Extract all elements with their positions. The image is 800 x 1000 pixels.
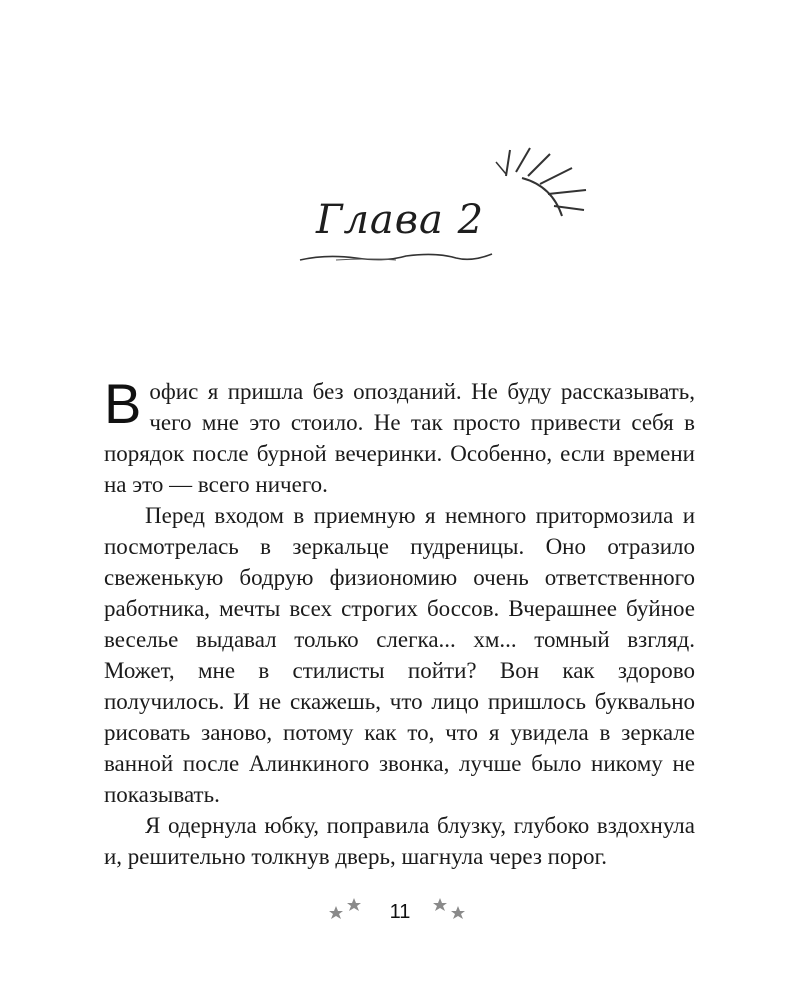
paragraph-1: Вофис я пришла без опозданий. Не буду рассказывать, чего мне это стоило. Не так просто привести себя в порядок после бурной вечеринки. Особенно, если времени на это — всего ничего. [104,372,695,497]
sun-icon [492,140,602,230]
stars-left-icon [326,896,366,924]
page-number: 11 [389,901,411,923]
paragraph-3: Я одернула юбку, поправила блузку, глубоко вздохнула и, решительно толкнув дверь, шагнула через порог. [104,813,695,869]
title-underline-ornament [296,246,496,270]
chapter-text [104,372,695,872]
page-footer [320,894,480,930]
paragraph-2: Перед входом в приемную я немного притормозила и посмотрелась в зеркальце пудреницы. Оно отразило свеженькую бодрую физиономию очень ответственного работника, мечты всех строгих боссов. Вчерашнее буйное веселье выдавал только слегка... хм... томный взгляд. Может, мне в стилисты пойти? Вон как здорово получилось. И не скажешь, что лицо пришлось буквально рисовать заново, потому как то, что я увидела в зеркале ванной после Алинкиного звонка, лучше было никому не показывать. [104,503,695,807]
stars-right-icon [428,896,468,924]
chapter-title: Глава 2 [315,197,485,243]
